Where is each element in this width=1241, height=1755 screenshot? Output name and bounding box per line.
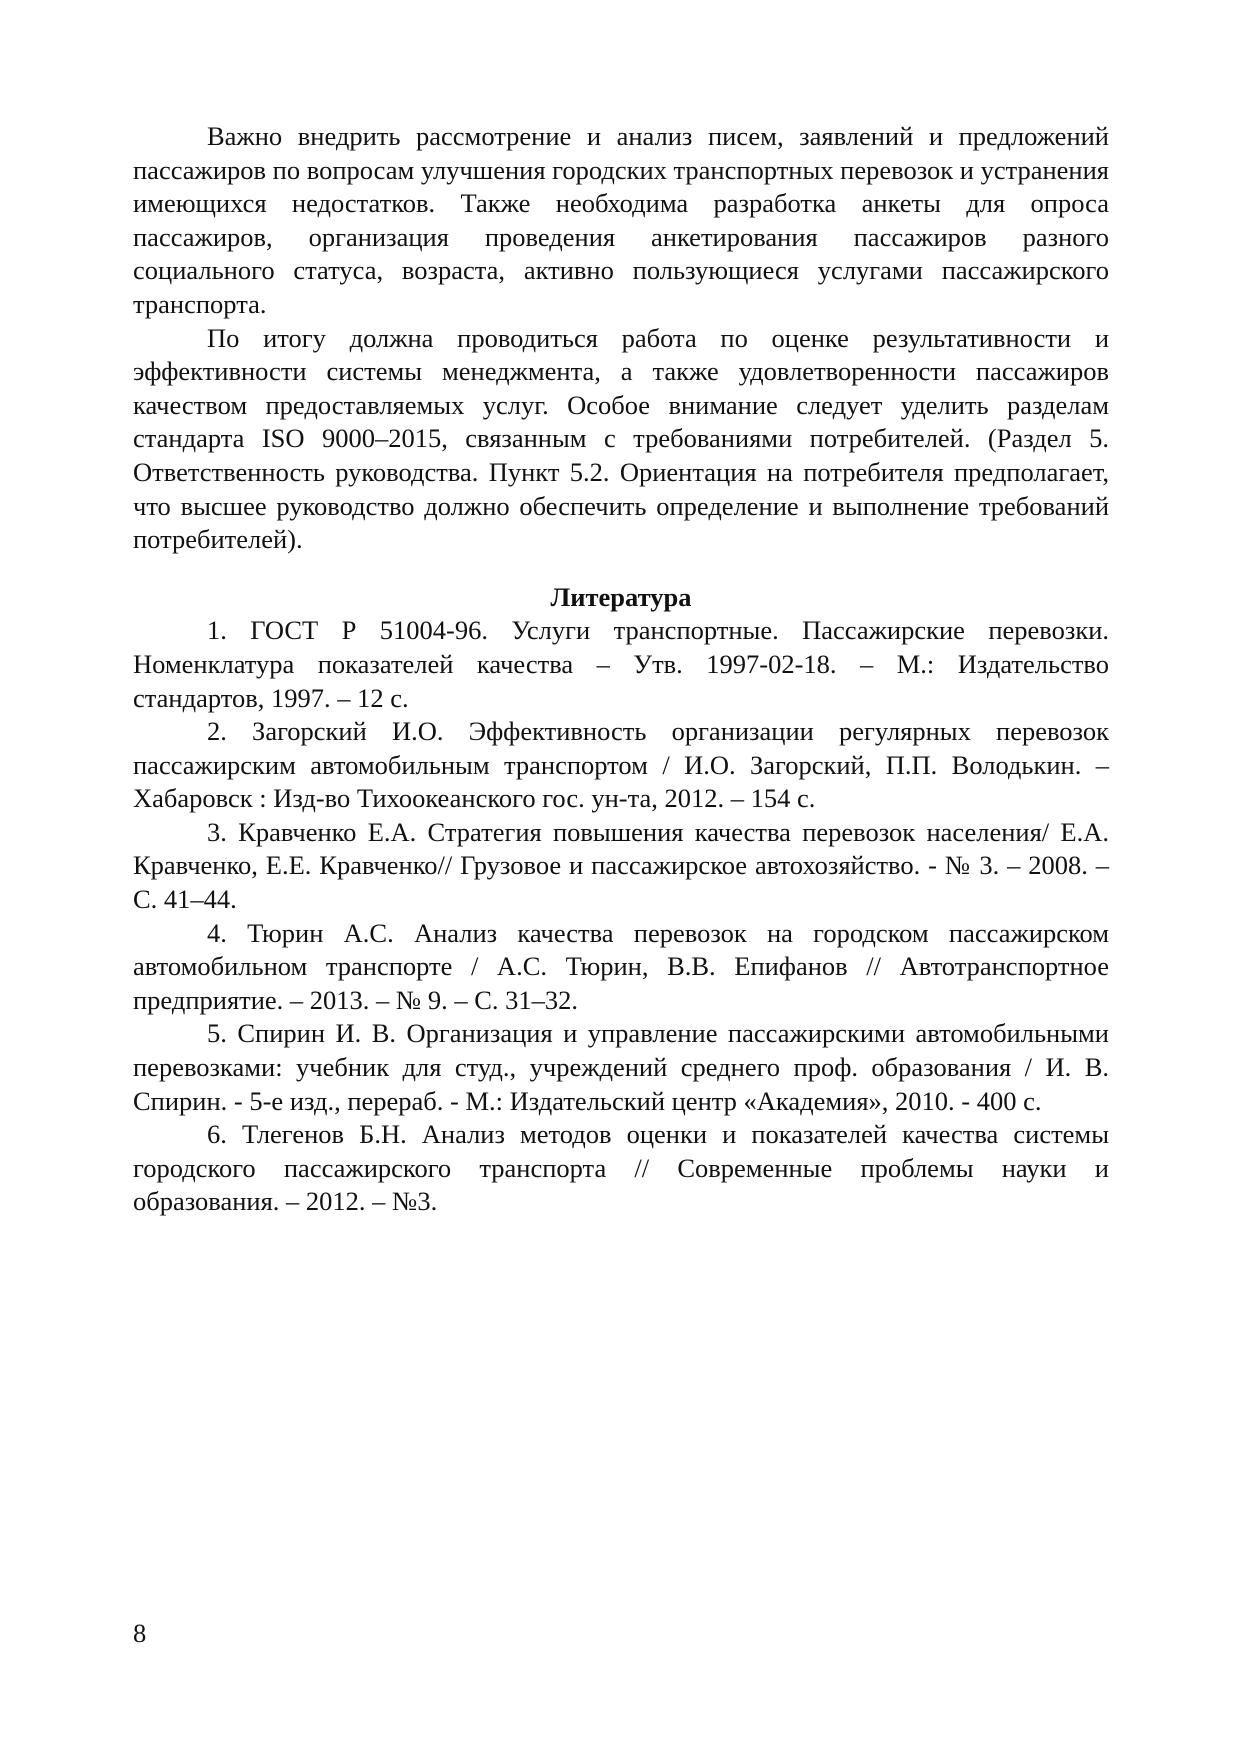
reference-number: 2. <box>207 716 227 747</box>
reference-text: Загорский И.О. Эффективность организации регулярных перевозок пассажирским автомобильным транспортом / И.О. Загорский, П.П. Володькин. – Хабаровск : Изд-во Тихоокеанского гос. ун-та, 2012. – 154 с. <box>133 716 1109 814</box>
reference-number: 4. <box>207 917 227 948</box>
reference-text: Тюрин А.С. Анализ качества перевозок на городском пассажирском автомобильном транспорте / А.С. Тюрин, В.В. Епифанов // Автотранспортное предприятие. – 2013. – № 9. – С. 31–32. <box>133 917 1110 1015</box>
body-paragraph: По итогу должна проводиться работа по оценке результативности и эффективности системы менеджмента, а также удовлетворенности пассажиров качеством предоставляемых услуг. Особое внимание следует уделить разделам стандарта ISO 9000–2015, связанным с требованиями потребителей. (Раздел 5. Ответственность руководства. Пункт 5.2. Ориентация на потребителя предполагает, что высшее руководство должно обеспечить определение и выполнение требований потребителей). <box>133 322 1109 555</box>
reference-item <box>133 1118 1109 1219</box>
reference-text: ГОСТ Р 51004-96. Услуги транспортные. Пассажирские перевозки. Номенклатура показателей качества – Утв. 1997-02-18. – М.: Издательство стандартов, 1997. – 12 с. <box>133 615 1110 713</box>
reference-text: Спирин И. В. Организация и управление пассажирскими автомобильными перевозками: учебник для студ., учреждений среднего проф. образования / И. В. Спирин. - 5-е изд., перераб. - М.: Издательский центр «Академия», 2010. - 400 с. <box>133 1018 1109 1116</box>
reference-text: Кравченко Е.А. Стратегия повышения качества перевозок населения/ Е.А. Кравченко, Е.Е. Кравченко// Грузовое и пассажирское автохозяйство. - № 3. – 2008. – С. 41–44. <box>133 816 1110 915</box>
reference-text: Тлегенов Б.Н. Анализ методов оценки и показателей качества системы городского пассажирского транспорта // Современные проблемы науки и образования. – 2012. – №3. <box>133 1119 1109 1217</box>
page-content <box>133 120 1109 1219</box>
reference-item <box>133 614 1109 715</box>
reference-item <box>133 715 1109 816</box>
page-number: 8 <box>133 1618 147 1648</box>
reference-item <box>133 816 1109 917</box>
references-heading: Литература <box>550 581 692 612</box>
reference-number: 3. <box>207 816 227 847</box>
reference-item <box>133 917 1109 1018</box>
reference-number: 5. <box>207 1018 227 1049</box>
reference-item <box>133 1017 1109 1118</box>
body-paragraph: Важно внедрить рассмотрение и анализ писем, заявлений и предложений пассажиров по вопросам улучшения городских транспортных перевозок и устранения имеющихся недостатков. Также необходима разработка анкеты для опроса пассажиров, организация проведения анкетирования пассажиров разного социального статуса, возраста, активно пользующиеся услугами пассажирского транспорта. <box>133 121 1109 319</box>
references-list <box>133 614 1109 1219</box>
reference-number: 1. <box>207 615 227 646</box>
reference-number: 6. <box>207 1119 227 1150</box>
